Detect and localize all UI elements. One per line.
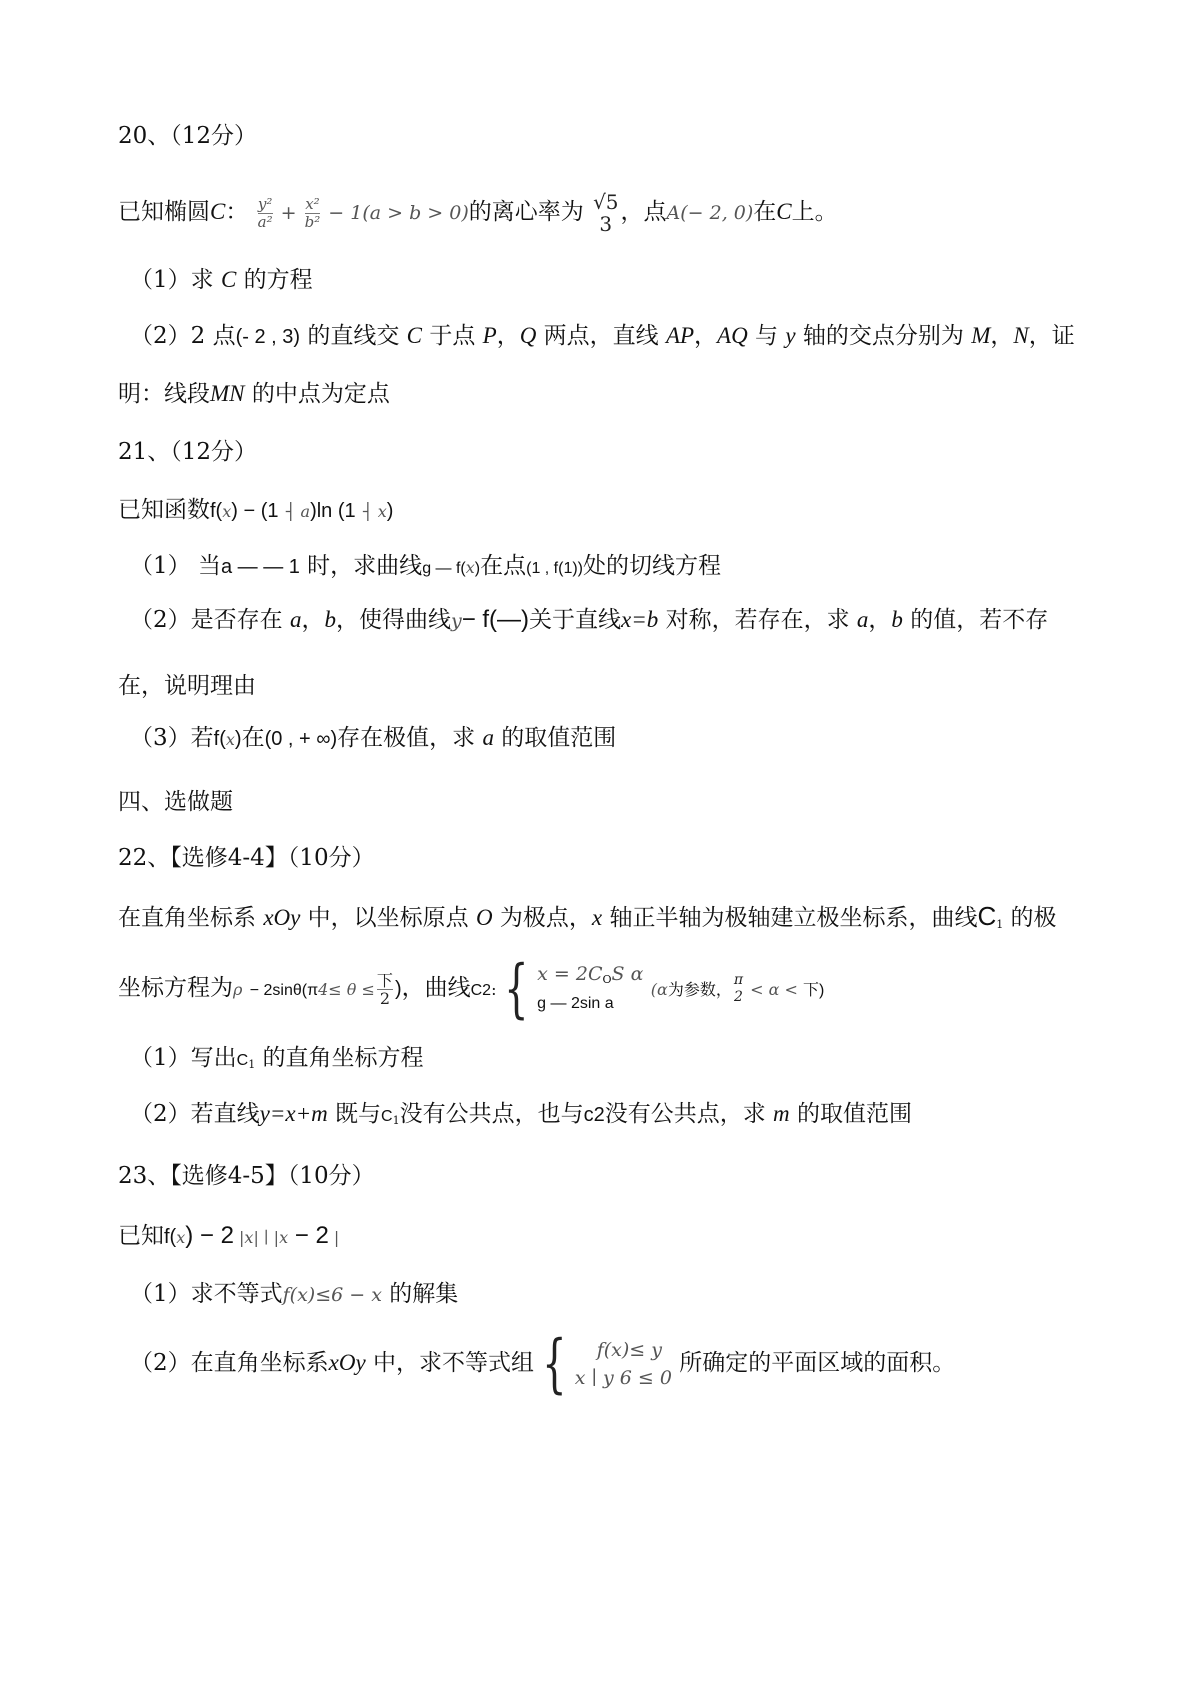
section-heading-text: 四、选做题 xyxy=(118,789,233,815)
text: 中，求不等式组 xyxy=(372,1350,534,1376)
question-21-header xyxy=(118,436,1090,468)
numerator: 下 xyxy=(376,970,393,990)
var-x: x xyxy=(225,730,235,749)
var-C: C xyxy=(220,267,237,292)
var-N: N xyxy=(1013,323,1029,348)
var-x: x xyxy=(176,1228,186,1247)
text: ： xyxy=(225,199,249,225)
interval: (0 , + ∞) xyxy=(264,728,338,750)
denominator: 2 xyxy=(379,988,391,1008)
text: 在 xyxy=(753,199,777,225)
question-20-intro xyxy=(118,190,1090,235)
question-header-text: 23、【选修4-5】（10分） xyxy=(118,1163,375,1189)
expr: ) xyxy=(474,560,481,577)
curve-C2: C2 xyxy=(470,982,492,999)
line-x-eq-b: x=b xyxy=(621,607,659,632)
system-row-2: g — 2sin a xyxy=(537,995,614,1012)
text: 的解集 xyxy=(389,1281,459,1307)
text: （1）求 xyxy=(130,267,214,293)
text: 已知椭圆 xyxy=(118,199,210,225)
var-C: C xyxy=(210,199,226,224)
subscript: 1 xyxy=(248,1058,256,1071)
expr: g — f( xyxy=(422,560,466,577)
text: 没有公共点，也与 xyxy=(399,1101,584,1127)
question-23-part-1 xyxy=(130,1278,1090,1311)
text: 两点，直线 xyxy=(543,323,659,349)
var-x: x xyxy=(222,502,232,521)
question-22-part-1 xyxy=(130,1042,1090,1081)
var-C: C xyxy=(776,199,792,224)
text: 为参数， xyxy=(667,980,732,999)
var-AP: AP xyxy=(665,323,695,348)
expr: − f(—) xyxy=(461,606,530,633)
var-alpha: α xyxy=(657,980,668,999)
text: ， xyxy=(868,607,892,633)
var-P: P xyxy=(482,323,497,348)
question-header-text: 22、【选修4-4】（10分） xyxy=(118,845,375,871)
expr: a — — 1 xyxy=(220,556,300,578)
equation-rest: − 1(a > b > 0) xyxy=(322,202,469,224)
text: 轴的交点分别为 xyxy=(802,323,964,349)
section-4-heading xyxy=(118,786,1090,818)
curve-c2: c2 xyxy=(583,1104,605,1126)
expr: |x| ∣ |x xyxy=(233,1228,289,1247)
var-b: b xyxy=(324,607,336,632)
expr: f( xyxy=(164,1226,177,1248)
var-xOy: xOy xyxy=(263,905,301,930)
expr: ) xyxy=(386,500,394,522)
var-a: a xyxy=(289,607,302,632)
expr: S α xyxy=(611,963,644,985)
text: : xyxy=(491,980,497,999)
text: 存在极值，求 xyxy=(337,725,476,751)
expr: ( xyxy=(650,980,657,999)
text: ，使得曲线 xyxy=(335,607,451,633)
text: 对称，若存在，求 xyxy=(665,607,850,633)
text: 在 xyxy=(241,725,265,751)
text: ， xyxy=(694,323,718,349)
text: （2）若直线 xyxy=(130,1101,260,1127)
question-20-part-2 xyxy=(130,320,1090,353)
text: 没有公共点，求 xyxy=(604,1101,766,1127)
text: 坐标方程为 xyxy=(118,975,233,1001)
question-23-intro xyxy=(118,1220,1090,1254)
expr: − 2 xyxy=(288,1222,329,1249)
parametric-system xyxy=(537,962,643,1016)
left-brace-icon: { xyxy=(542,1327,567,1401)
question-22-line-2 xyxy=(118,952,1090,1026)
text: 处的切线方程 xyxy=(583,553,721,579)
text: 既与 xyxy=(335,1101,382,1127)
inequality: f(x)≤6 − x xyxy=(282,1284,382,1306)
text: （2）在直角坐标系 xyxy=(130,1350,329,1376)
text: 已知函数 xyxy=(118,497,210,523)
question-20-part-1 xyxy=(130,264,1090,296)
expr: ┤ a xyxy=(285,502,311,521)
inequality: 4≤ θ ≤ xyxy=(318,980,375,999)
fraction-pi-2 xyxy=(734,972,743,1006)
text: 的取值范围 xyxy=(501,725,617,751)
line-y-eq-x-plus-m: y=x+m xyxy=(259,1101,328,1126)
text: 的极 xyxy=(1010,905,1057,931)
question-21-intro xyxy=(118,494,1090,528)
question-20-part-2-cont xyxy=(118,378,1090,410)
text: ，证 xyxy=(1028,323,1075,349)
text: 中，以坐标原点 xyxy=(307,905,469,931)
text: （1）求不等式 xyxy=(130,1281,283,1307)
expr: − 2sinθ(π xyxy=(249,982,319,999)
var-b: b xyxy=(891,607,903,632)
inequality: < α < xyxy=(745,980,803,999)
expr: f( xyxy=(213,728,226,750)
question-header-text: 20、（12分） xyxy=(118,123,258,149)
text: 的直线交 xyxy=(307,323,400,349)
var-rho: ρ xyxy=(233,980,243,999)
question-21-part-2 xyxy=(130,604,1090,637)
inequality-system xyxy=(575,1336,672,1392)
subscript: 1 xyxy=(996,918,1004,931)
question-header-text: 21、（12分） xyxy=(118,439,258,465)
text: 的离心率为 xyxy=(468,199,584,225)
expr: f( xyxy=(210,500,223,522)
text: 上。 xyxy=(791,199,838,225)
text: 的直角坐标方程 xyxy=(262,1045,424,1071)
expr: ┤ x xyxy=(362,502,387,521)
fraction-y2-a2 xyxy=(258,196,273,231)
expr: ) xyxy=(394,978,402,1000)
expr: 下) xyxy=(803,982,825,999)
left-brace-icon: { xyxy=(504,952,530,1026)
text: ，曲线 xyxy=(401,975,471,1001)
text: ， xyxy=(990,323,1014,349)
text: 的值，若不存 xyxy=(910,607,1049,633)
text: 明：线段 xyxy=(118,381,210,407)
question-21-part-3 xyxy=(130,722,1090,756)
text: ， xyxy=(496,323,520,349)
expr: ) − (1 xyxy=(231,500,279,522)
text: （2）是否存在 xyxy=(130,607,283,633)
var-a: a xyxy=(856,607,869,632)
var-O: O xyxy=(475,905,493,930)
expr: )ln (1 xyxy=(310,500,356,522)
question-20-header xyxy=(118,120,1090,152)
point: (1 , f(1)) xyxy=(526,560,583,577)
fraction-x2-b2 xyxy=(305,196,321,231)
text: 在点 xyxy=(480,553,527,579)
subscript: 1 xyxy=(392,1114,400,1127)
system-row-1: f(x)≤ y xyxy=(596,1339,662,1361)
text: （1）写出 xyxy=(130,1045,237,1071)
var-y: y xyxy=(450,610,462,632)
text: 为极点， xyxy=(499,905,592,931)
text: 的取值范围 xyxy=(796,1101,912,1127)
denominator: 2 xyxy=(733,989,743,1005)
text: 所确定的平面区域的面积。 xyxy=(679,1350,956,1376)
text: 时，求曲线 xyxy=(299,553,423,579)
point-A: A(− 2, 0) xyxy=(666,202,754,224)
question-22-header xyxy=(118,842,1090,874)
text: 的方程 xyxy=(243,267,313,293)
subscript: O xyxy=(602,973,612,986)
text: 在，说明理由 xyxy=(118,673,256,699)
text: 在直角坐标系 xyxy=(118,905,256,931)
question-22-part-2 xyxy=(130,1098,1090,1137)
var-y: y xyxy=(785,323,796,348)
expr: ) xyxy=(234,728,242,750)
numerator: y² xyxy=(257,194,273,213)
denominator: b² xyxy=(304,212,321,231)
system-row-1 xyxy=(537,962,643,992)
question-21-part-1 xyxy=(130,550,1090,585)
var-AQ: AQ xyxy=(717,323,748,348)
expr: | xyxy=(328,1228,340,1247)
curve-C1: C xyxy=(977,901,997,931)
question-23-part-2 xyxy=(130,1327,1090,1401)
numerator: π xyxy=(733,972,744,988)
text: 于点 xyxy=(429,323,476,349)
text: 关于直线 xyxy=(529,607,622,633)
text: 的中点为定点 xyxy=(251,381,390,407)
denominator: 3 xyxy=(599,212,613,236)
question-22-intro xyxy=(118,900,1090,941)
var-x: x xyxy=(591,905,603,930)
expr: x = 2C xyxy=(537,963,603,985)
text: 轴正半轴为极轴建立极坐标系，曲线 xyxy=(609,905,978,931)
system-row-2: x ∣ y 6 ≤ 0 xyxy=(574,1367,672,1389)
numerator: √5 xyxy=(593,190,619,214)
fraction-pi-over-2 xyxy=(377,972,393,1007)
text: （3）若 xyxy=(130,725,214,751)
text: ，点 xyxy=(620,199,667,225)
expr: ) − 2 xyxy=(185,1222,234,1249)
question-21-part-2-cont xyxy=(118,670,1090,702)
curve-C1: C xyxy=(381,1108,393,1125)
curve-C1: C xyxy=(236,1052,249,1069)
text: 已知 xyxy=(118,1223,164,1249)
text: 与 xyxy=(755,323,779,349)
var-m: m xyxy=(773,1101,790,1126)
text: ， xyxy=(301,607,325,633)
var-M: M xyxy=(971,323,991,348)
numerator: x² xyxy=(305,194,320,213)
fraction-eccentricity xyxy=(593,191,618,235)
var-C: C xyxy=(406,323,422,348)
var-MN: MN xyxy=(210,381,245,406)
text: （1） 当 xyxy=(130,553,221,579)
var-xOy: xOy xyxy=(328,1350,366,1375)
var-x: x xyxy=(465,558,475,577)
text: （2）2 点 xyxy=(130,323,236,349)
var-Q: Q xyxy=(519,323,537,348)
point: (- 2 , 3) xyxy=(235,326,301,348)
var-a: a xyxy=(482,725,494,750)
denominator: a² xyxy=(257,212,273,231)
question-23-header xyxy=(118,1160,1090,1192)
plus-sign: + xyxy=(274,202,303,224)
